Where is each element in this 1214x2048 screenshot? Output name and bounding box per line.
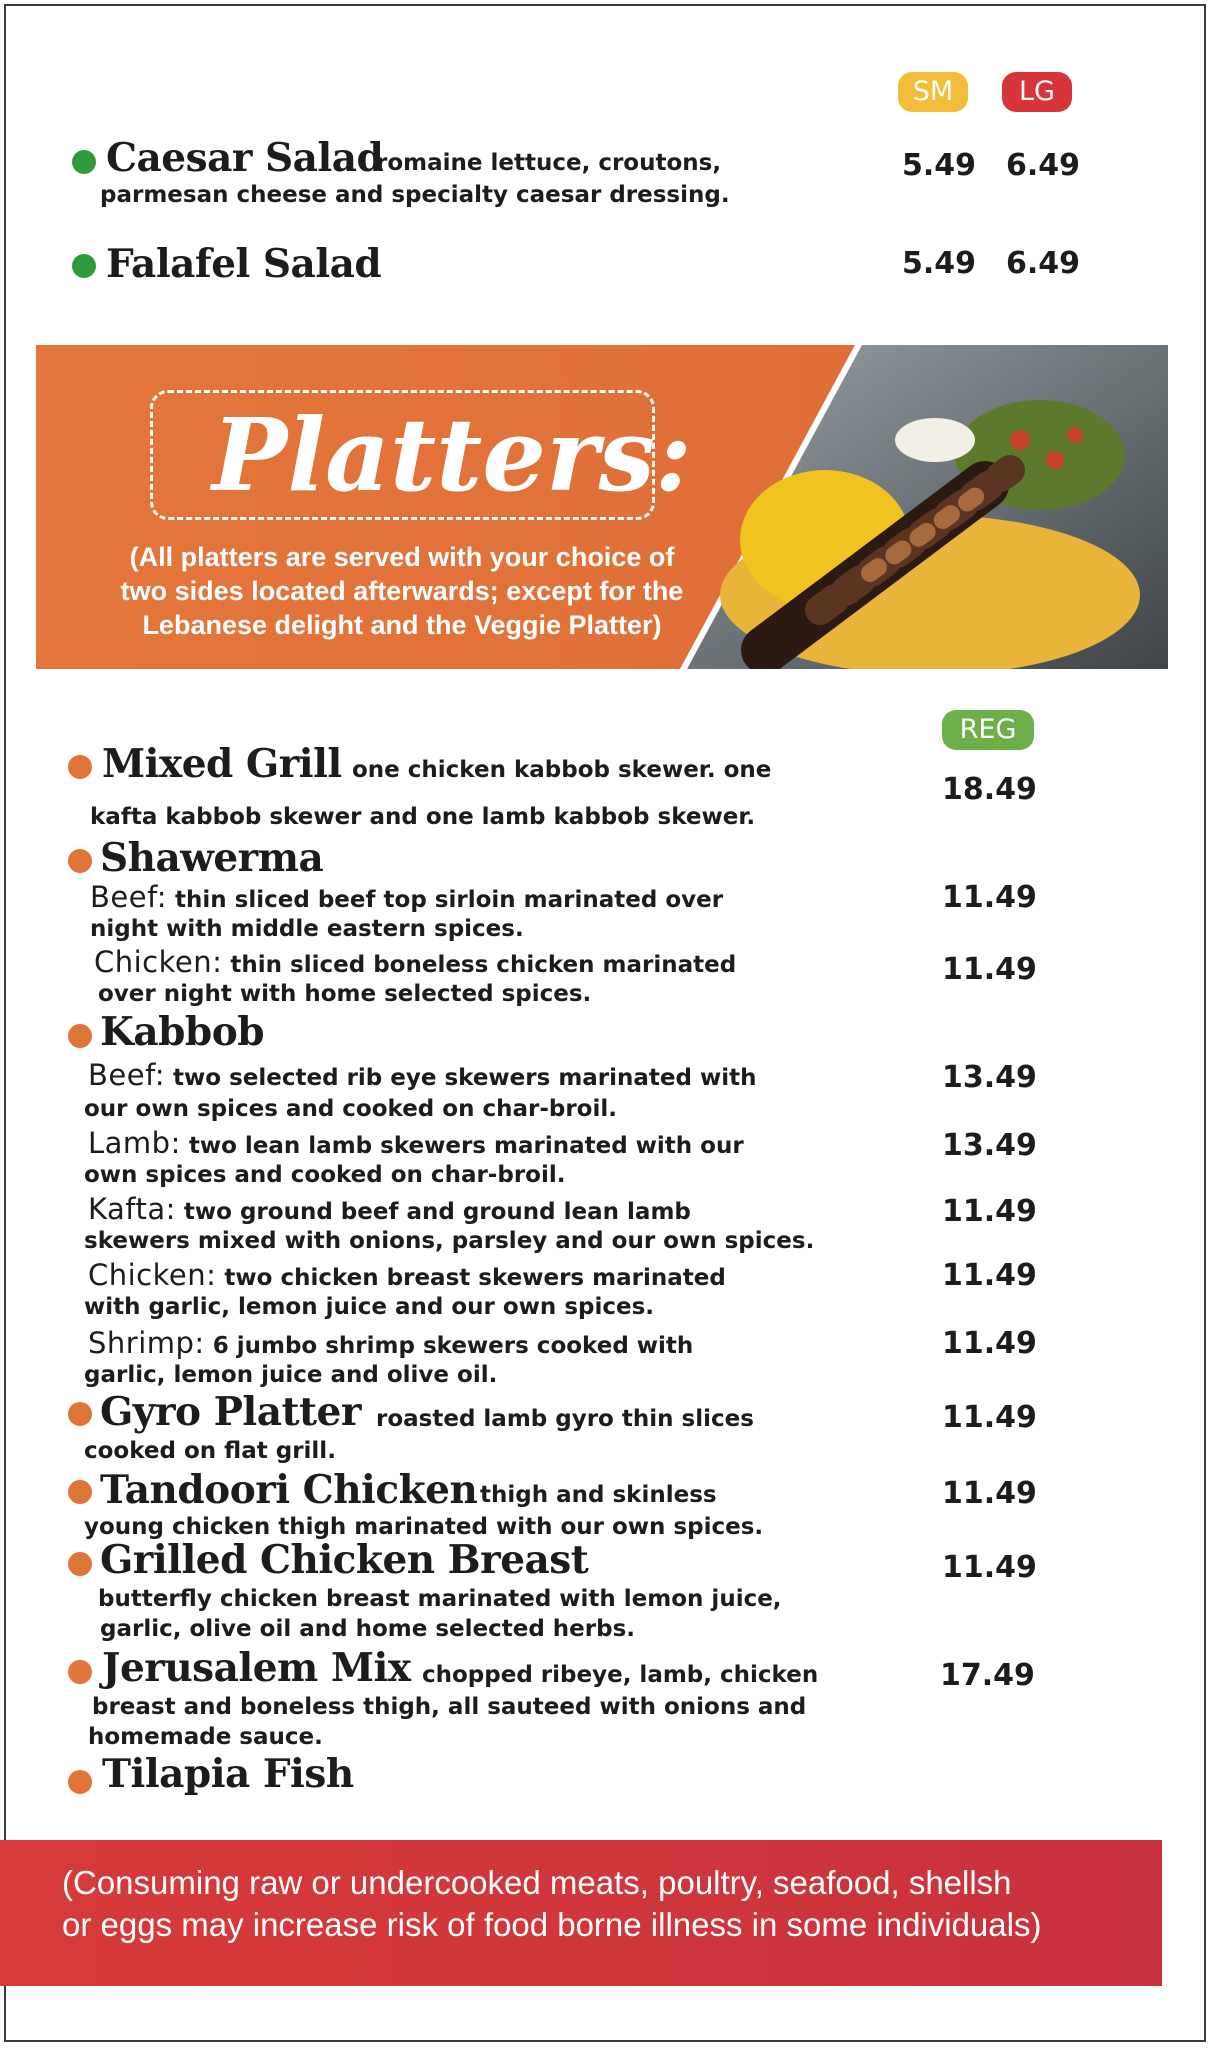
grilled-chicken-breast-desc-1: butterfly chicken breast marinated with lemon juice, (98, 1586, 782, 1612)
grilled-chicken-breast-bullet (68, 1552, 92, 1576)
shawerma-beef-desc-2: night with middle eastern spices. (90, 916, 524, 942)
kabbob-chicken-label: Chicken: (88, 1258, 217, 1292)
jerusalem-mix-name: Jerusalem Mix (102, 1645, 411, 1691)
shawerma-chicken-desc-1: thin sliced boneless chicken marinated (230, 952, 737, 978)
grilled-chicken-breast-desc-2: garlic, olive oil and home selected herbs. (100, 1616, 636, 1642)
lg-size-badge: LG (1002, 72, 1072, 112)
kabbob-chicken-line-1 (88, 1260, 726, 1293)
kabbob-beef-desc-2: our own spices and cooked on char-broil. (84, 1096, 617, 1122)
kabbob-shrimp-line-1 (88, 1328, 693, 1361)
shawerma-chicken-desc-2: over night with home selected spices. (98, 981, 592, 1007)
caesar-salad-sm-price: 5.49 (902, 148, 977, 183)
shawerma-chicken-line-1 (94, 947, 736, 980)
kabbob-kafta-label: Kafta: (88, 1192, 176, 1226)
shawerma-name: Shawerma (100, 835, 324, 881)
kabbob-lamb-desc-2: own spices and cooked on char-broil. (84, 1162, 566, 1188)
platters-note-line-3: Lebanese delight and the Veggie Platter) (142, 610, 662, 640)
kabbob-name: Kabbob (100, 1009, 264, 1055)
kabbob-chicken-price: 11.49 (942, 1258, 1037, 1293)
gyro-platter-desc-2: cooked on flat grill. (84, 1438, 336, 1464)
falafel-salad-sm-price: 5.49 (902, 246, 977, 281)
jerusalem-mix-desc-3: homemade sauce. (88, 1724, 323, 1750)
health-warning-line-2: or eggs may increase risk of food borne illness in some individuals) (62, 1906, 1042, 1943)
mixed-grill-desc-2: kafta kabbob skewer and one lamb kabbob skewer. (90, 804, 756, 830)
kabbob-lamb-price: 13.49 (942, 1128, 1037, 1163)
gyro-platter-bullet (68, 1402, 92, 1426)
tilapia-fish-name: Tilapia Fish (102, 1751, 354, 1797)
kabbob-shrimp-desc-1: 6 jumbo shrimp skewers cooked with (212, 1333, 694, 1359)
mixed-grill-bullet (68, 755, 92, 779)
caesar-salad-name: Caesar Salad (106, 135, 384, 181)
falafel-salad-name: Falafel Salad (106, 241, 382, 287)
jerusalem-mix-desc-1: chopped ribeye, lamb, chicken (422, 1662, 819, 1688)
grilled-chicken-breast-name: Grilled Chicken Breast (100, 1537, 589, 1583)
caesar-salad-bullet (72, 150, 96, 174)
health-warning-line-1: (Consuming raw or undercooked meats, poultry, seafood, shellsh (62, 1864, 1012, 1901)
kabbob-kafta-desc-2: skewers mixed with onions, parsley and our own spices. (84, 1228, 815, 1254)
jerusalem-mix-price: 17.49 (940, 1658, 1035, 1693)
kabbob-lamb-line-1 (88, 1128, 744, 1161)
falafel-salad-bullet (72, 254, 96, 278)
kabbob-beef-desc-1: two selected rib eye skewers marinated with (173, 1065, 757, 1091)
tandoori-chicken-price: 11.49 (942, 1476, 1037, 1511)
caesar-salad-lg-price: 6.49 (1006, 148, 1081, 183)
kabbob-beef-label: Beef: (88, 1058, 166, 1092)
shawerma-beef-line-1 (90, 882, 723, 915)
mixed-grill-desc-1: one chicken kabbob skewer. one (352, 757, 772, 783)
kabbob-beef-line-1 (88, 1060, 757, 1093)
kabbob-chicken-desc-1: two chicken breast skewers marinated (224, 1265, 726, 1291)
sm-size-badge: SM (898, 72, 968, 112)
kabbob-shrimp-label: Shrimp: (88, 1326, 205, 1360)
kabbob-shrimp-desc-2: garlic, lemon juice and olive oil. (84, 1362, 498, 1388)
platter-photo (680, 345, 1168, 669)
jerusalem-mix-desc-2: breast and boneless thigh, all sauteed with onions and (92, 1694, 807, 1720)
shawerma-beef-desc-1: thin sliced beef top sirloin marinated over (175, 887, 724, 913)
health-warning-text (62, 1862, 1112, 1946)
shawerma-beef-price: 11.49 (942, 880, 1037, 915)
shawerma-chicken-label: Chicken: (94, 945, 223, 979)
jerusalem-mix-bullet (68, 1660, 92, 1684)
kabbob-kafta-line-1 (88, 1194, 691, 1227)
reg-size-badge: REG (942, 710, 1034, 750)
tandoori-chicken-name: Tandoori Chicken (100, 1467, 478, 1513)
kabbob-kafta-price: 11.49 (942, 1194, 1037, 1229)
kabbob-lamb-label: Lamb: (88, 1126, 181, 1160)
platters-note (92, 540, 712, 642)
platters-title: Platters: (212, 396, 692, 514)
kabbob-kafta-desc-1: two ground beef and ground lean lamb (183, 1199, 691, 1225)
kabbob-beef-price: 13.49 (942, 1060, 1037, 1095)
mixed-grill-name: Mixed Grill (102, 741, 342, 787)
tandoori-chicken-bullet (68, 1480, 92, 1504)
gyro-platter-price: 11.49 (942, 1400, 1037, 1435)
shawerma-chicken-price: 11.49 (942, 952, 1037, 987)
tandoori-chicken-desc-2: young chicken thigh marinated with our own spices. (84, 1514, 764, 1540)
kabbob-bullet (68, 1024, 92, 1048)
gyro-platter-desc-1: roasted lamb gyro thin slices (376, 1406, 754, 1432)
mixed-grill-price: 18.49 (942, 772, 1037, 807)
caesar-salad-desc-2: parmesan cheese and specialty caesar dressing. (100, 182, 730, 208)
tilapia-fish-bullet (68, 1770, 92, 1794)
shawerma-bullet (68, 849, 92, 873)
platters-note-line-1: (All platters are served with your choice of (129, 542, 675, 572)
grilled-chicken-breast-price: 11.49 (942, 1550, 1037, 1585)
caesar-salad-desc-1: romaine lettuce, croutons, (376, 150, 722, 176)
platters-note-line-2: two sides located afterwards; except for the (120, 576, 684, 606)
falafel-salad-lg-price: 6.49 (1006, 246, 1081, 281)
shawerma-beef-label: Beef: (90, 880, 168, 914)
tandoori-chicken-desc-1: thigh and skinless (480, 1482, 717, 1508)
gyro-platter-name: Gyro Platter (100, 1389, 361, 1435)
kabbob-chicken-desc-2: with garlic, lemon juice and our own spices. (84, 1294, 655, 1320)
kabbob-shrimp-price: 11.49 (942, 1326, 1037, 1361)
kabbob-lamb-desc-1: two lean lamb skewers marinated with our (188, 1133, 744, 1159)
